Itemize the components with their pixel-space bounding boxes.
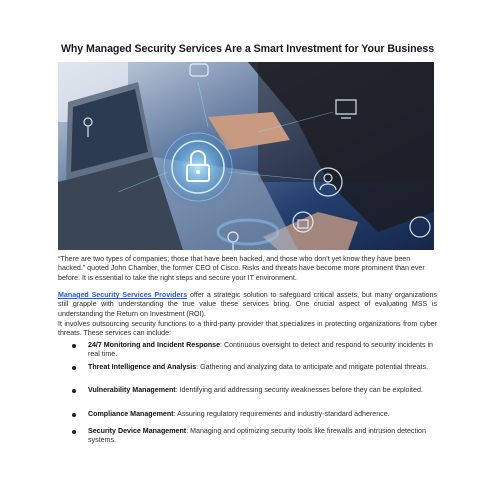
intro-text: offer a strategic solution to safeguard critical assets, but many organizations still grapple with understanding the true value these services bring. One crucial aspect of evaluating MSS is understanding the Return on Investment (ROI). [58, 291, 437, 318]
service-desc: : Continuous oversight to detect and respond to security incidents in real time. [88, 341, 433, 359]
security-illustration [58, 62, 434, 250]
article-title: Why Managed Security Services Are a Smart Investment for Your Business [60, 43, 435, 55]
bullet-icon [72, 344, 76, 348]
list-item [58, 427, 437, 446]
intro-paragraph [58, 291, 437, 319]
service-name: 24/7 Monitoring and Incident Response [88, 341, 221, 349]
services-intro-paragraph: It involves outsourcing security functions to a third-party provider that specializes in protecting organizations from cyber threats. These services can include: [58, 320, 437, 338]
list-item [58, 341, 437, 360]
list-item [58, 363, 428, 372]
service-name: Compliance Management [88, 410, 174, 418]
service-name: Security Device Management [88, 427, 187, 435]
hero-image [58, 62, 434, 250]
service-desc: : Identifying and addressing security weaknesses before they can be exploited. [175, 386, 423, 394]
bullet-icon [72, 430, 76, 434]
bullet-icon [72, 389, 76, 393]
service-desc: : Managing and optimizing security tools like firewalls and intrusion detection systems. [88, 427, 426, 445]
quote-paragraph: “There are two types of companies; those that have been hacked, and those who don’t yet know they have been hacked.” quoted John Chamber, the former CEO of Cisco. Risks and threats have become more prominent than ever before. It is essential to take the right steps and secure your IT environment. [58, 255, 425, 282]
bullet-icon [72, 413, 76, 417]
list-item [58, 410, 390, 419]
bullet-icon [72, 366, 76, 370]
list-item [58, 386, 423, 395]
service-desc: : Gathering and analyzing data to anticipate and mitigate potential threats. [196, 363, 429, 371]
service-desc: : Assuring regulatory requirements and industry-standard adherence. [173, 410, 390, 418]
service-name: Threat Intelligence and Analysis [88, 363, 197, 371]
mss-providers-link[interactable]: Managed Security Services Providers [58, 291, 188, 299]
service-name: Vulnerability Management [88, 386, 176, 394]
